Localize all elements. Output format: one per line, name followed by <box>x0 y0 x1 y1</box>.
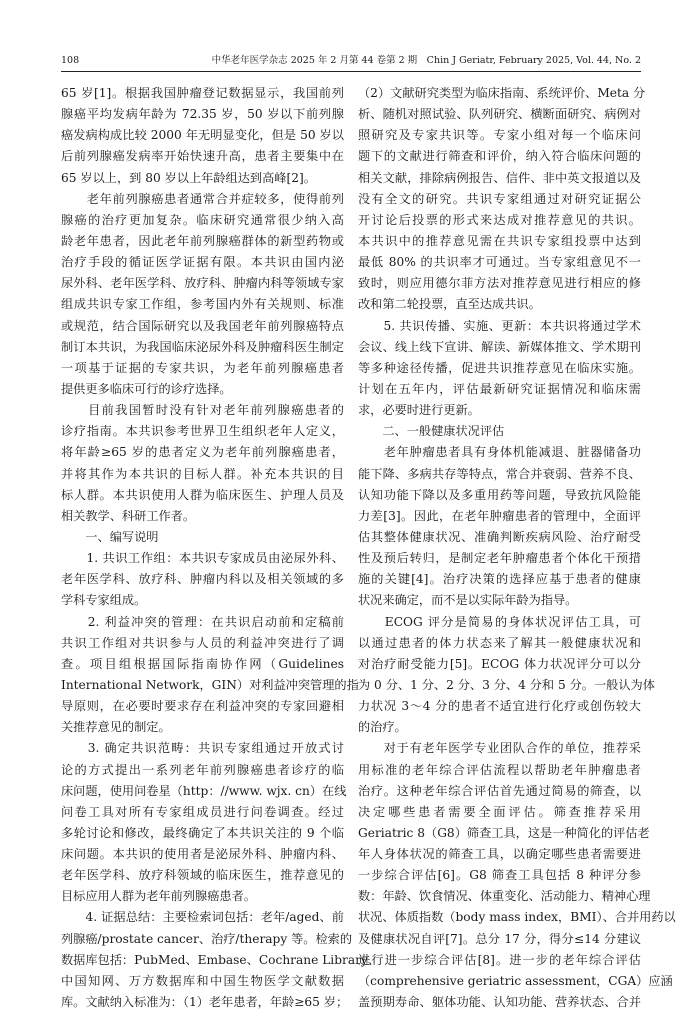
text-line: Geriatric 8（G8）筛查工具，这是一种简化的评估老 <box>358 825 650 840</box>
text-line: 开讨论后投票的形式来达成对推荐意见的共识。 <box>358 212 641 227</box>
text-line: 关推荐意见的制定。 <box>61 720 171 735</box>
text-line: 5. 共识传播、实施、更新：本共识将通过学术 <box>358 318 641 333</box>
text-line: 认知功能下降以及多重用药等问题，导致抗风险能 <box>358 487 641 502</box>
text-line: 老年医学科、放疗科、肿瘤内科以及相关领域的多 <box>61 572 344 587</box>
text-line: 4. 证据总结：主要检索词包括：老年/aged、前 <box>61 910 344 925</box>
text-line: 共识工作组对共识参与人员的利益冲突进行了调 <box>61 635 344 650</box>
journal-running-title: 中华老年医学杂志 2025 年 2 月第 44 卷第 2 期 Chin J Geriatr, February 2025, Vol. 44, No. 2 <box>211 55 641 66</box>
text-line: 致时，则应用德尔菲方法对推荐意见进行相应的修 <box>358 276 641 291</box>
text-line: 治疗手段的循证医学证据有限。本共识由国内泌 <box>61 255 344 270</box>
text-line: 状况、体质指数（body mass index，BMI）、合并用药以 <box>358 910 676 925</box>
text-line: 最低 80% 的共识率才可通过。当专家组意见不一 <box>358 255 641 270</box>
text-line: 力状况 3～4 分的患者不适宜进行化疗或创伤较大 <box>358 699 641 714</box>
text-line: 床问题。本共识的使用者是泌尿外科、肿瘤内科、 <box>61 847 344 862</box>
text-line: 以通过患者的体力状态来了解其一般健康状况和 <box>358 635 641 650</box>
text-line: 盖预期寿命、躯体功能、认知功能、营养状态、合并 <box>358 995 641 1010</box>
text-line: 目标应用人群为老年前列腺癌患者。 <box>61 889 256 904</box>
text-line: 65 岁以上，到 80 岁以上年龄组达到高峰[2]。 <box>61 170 316 185</box>
text-line: 一、编写说明 <box>61 529 159 544</box>
text-line: ECOG 评分是简易的身体状况评估工具，可 <box>358 614 641 629</box>
text-line: 并将其作为本共识的目标人群。补充本共识的目 <box>61 466 344 481</box>
text-line: 将年龄≥65 岁的患者定义为老年前列腺癌患者， <box>61 445 344 460</box>
text-line: 的治疗。 <box>358 720 407 735</box>
text-line: 学科专家组成。 <box>61 593 147 608</box>
text-line: 老年医学科、放疗科领域的临床医生，推荐意见的 <box>61 868 344 883</box>
text-line: 数据库包括：PubMed、Embase、Cochrane Library、 <box>61 952 380 967</box>
text-line: 后前列腺癌发病率开始快速升高，患者主要集中在 <box>61 149 344 164</box>
text-line: 等多种途径传播，促进共识推荐意见在临床实施。 <box>358 360 641 375</box>
text-line: 析、随机对照试验、队列研究、横断面研究、病例对 <box>358 107 641 122</box>
text-line: 决定哪些患者需要全面评估。筛查推荐采用 <box>358 804 641 819</box>
text-line: 二、一般健康状况评估 <box>358 424 505 439</box>
text-line: 一步综合评估[6]。G8 筛查工具包括 8 种评分参 <box>358 868 641 883</box>
text-line: 标人群。本共识使用人群为临床医生、护理人员及 <box>61 487 344 502</box>
text-line: 提供更多临床可行的诊疗选择。 <box>61 381 232 396</box>
text-line: 或规范，结合国际研究以及我国老年前列腺癌特点 <box>61 318 344 333</box>
page-header <box>61 54 641 72</box>
text-line: 照研究及专家共识等。专家小组对每一个临床问 <box>358 128 641 143</box>
text-line: 力差[3]。因此，在老年肿瘤患者的管理中，全面评 <box>358 508 641 523</box>
text-line: 治疗。这种老年综合评估首先通过简易的筛查，以 <box>358 783 641 798</box>
text-line: 对于有老年医学专业团队合作的单位，推荐采 <box>358 741 641 756</box>
text-line: 改和第二轮投票，直至达成共识。 <box>358 297 541 312</box>
text-line: 状况来确定，而不是以实际年龄为指导。 <box>358 593 578 608</box>
text-line: 论的方式提出一系列老年前列腺癌患者诊疗的临 <box>61 762 344 777</box>
text-line: 数：年龄、饮食情况、体重变化、活动能力、精神心理 <box>358 889 651 904</box>
text-line: 计划在五年内，评估最新研究证据情况和临床需 <box>358 381 641 396</box>
text-line: 能下降、多病共存等特点，常合并衰弱、营养不良、 <box>358 466 641 481</box>
text-line: 本共识中的推荐意见需在共识专家组投票中达到 <box>358 233 641 248</box>
text-line: 目前我国暂时没有针对老年前列腺癌患者的 <box>61 403 344 418</box>
text-line: 施的关键[4]。治疗决策的选择应基于患者的健康 <box>358 572 641 587</box>
text-line: 性及预后转归，是制定老年肿瘤患者个体化干预措 <box>358 551 641 566</box>
text-line: 1. 共识工作组：本共识专家成员由泌尿外科、 <box>61 551 344 566</box>
text-line: 2. 利益冲突的管理：在共识启动前和定稿前 <box>61 614 344 629</box>
text-line: 相关教学、科研工作者。 <box>61 508 196 523</box>
text-line: International Network，GIN）对利益冲突管理的指 <box>61 677 359 692</box>
text-line: 相关文献，排除病例报告、信件、非中英文报道以及 <box>358 170 641 185</box>
text-line: （2）文献研究类型为临床指南、系统评价、Meta 分 <box>358 86 646 100</box>
text-line: （comprehensive geriatric assessment，CGA）应涵 <box>358 973 673 988</box>
text-line: 3. 确定共识范畴：共识专家组通过开放式讨 <box>61 741 344 756</box>
text-line: 会议、线上线下宣讲、解读、新媒体推文、学术期刊 <box>358 339 641 354</box>
text-line: 组成共识专家工作组，参考国内外有关规则、标准 <box>61 297 344 312</box>
text-line: 列腺癌/prostate cancer、治疗/therapy 等。检索的 <box>61 931 353 946</box>
text-line: 床问题，使用问卷星（http：//www. wjx. cn）在线 <box>61 783 347 798</box>
text-line: 导原则，在必要时要求存在利益冲突的专家回避相 <box>61 699 344 714</box>
text-line: 尿外科、老年医学科、放疗科、肿瘤内科等领域专家 <box>61 276 344 291</box>
text-line: 库。文献纳入标准为：（1）老年患者，年龄≥65 岁； <box>61 995 349 1010</box>
text-line: 65 岁[1]。根据我国肿瘤登记数据显示，我国前列 <box>61 86 344 100</box>
text-line: 估其整体健康状况、准确判断疾病风险、治疗耐受 <box>358 529 641 544</box>
text-line: 进行进一步综合评估[8]。进一步的老年综合评估 <box>358 952 641 967</box>
text-line: 制订本共识，为我国临床泌尿外科及肿瘤科医生制定 <box>61 339 344 354</box>
text-line: 中国知网、万方数据库和中国生物医学文献数据 <box>61 973 344 988</box>
text-line: 没有全文的研究。共识专家组通过对研究证据公 <box>358 191 641 206</box>
text-line: 腺癌平均发病年龄为 72.35 岁，50 岁以下前列腺 <box>61 107 344 122</box>
page-number: 108 <box>61 55 80 66</box>
text-line: 题下的文献进行筛查和评价，纳入符合临床问题的 <box>358 149 641 164</box>
text-line: 问卷工具对所有专家组成员进行问卷调查。经过 <box>61 804 344 819</box>
text-line: 及健康状况自评[7]。总分 17 分，得分≤14 分建议 <box>358 931 641 946</box>
text-line: 求，必要时进行更新。 <box>358 403 480 418</box>
text-line: 老年肿瘤患者具有身体机能减退、脏器储备功 <box>358 445 641 460</box>
text-line: 多轮讨论和修改，最终确定了本共识关注的 9 个临 <box>61 825 344 840</box>
text-line: 诊疗指南。本共识参考世界卫生组织老年人定义， <box>61 424 344 439</box>
text-line: 用标准的老年综合评估流程以帮助老年肿瘤患者 <box>358 762 641 777</box>
text-line: 癌发病构成比较 2000 年无明显变化，但是 50 岁以 <box>61 128 344 143</box>
text-line: 腺癌的治疗更加复杂。临床研究通常很少纳入高 <box>61 212 344 227</box>
text-line: 老年前列腺癌患者通常合并症较多，使得前列 <box>61 191 344 206</box>
text-line: 一项基于证据的专家共识，为老年前列腺癌患者 <box>61 360 344 375</box>
left-text-column <box>61 83 380 1013</box>
text-line: 查。项目组根据国际指南协作网（Guidelines <box>61 656 344 671</box>
text-line: 龄老年患者，因此老年前列腺癌群体的新型药物或 <box>61 233 344 248</box>
text-line: 为 0 分、1 分、2 分、3 分、4 分和 5 分。一般认为体 <box>358 677 655 692</box>
right-text-column <box>358 83 676 1013</box>
text-line: 年人身体状况的筛查工具，以确定哪些患者需要进 <box>358 847 641 862</box>
text-line: 对治疗耐受能力[5]。ECOG 体力状况评分可以分 <box>358 656 641 671</box>
